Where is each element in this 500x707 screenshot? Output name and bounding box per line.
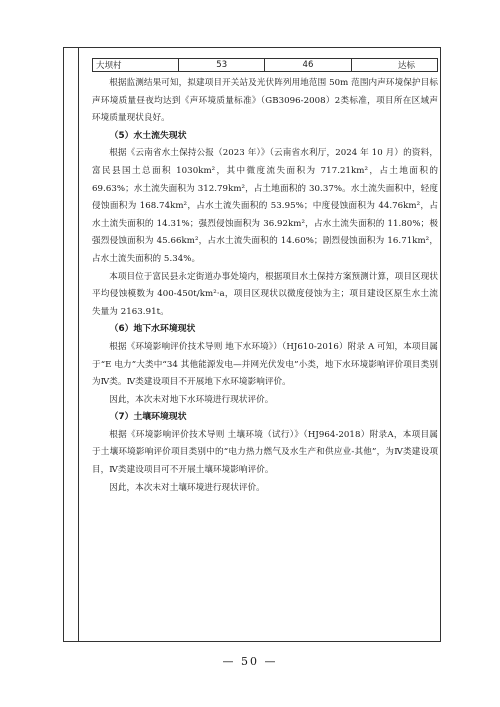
paragraph: 根据《云南省水土保持公报（2023 年）》（云南省水利厅，2024 年 10 月）的资料，富民县国土总面积 1030km²，其中微度流失面积为 717.21km²，占土地面积的 69.63%；水土流失面积为 312.79km²，占土地面积的 30.37%。水土流失面积中，轻度侵蚀面积为 168.74km²，占水土流失面积的 53.95%；中度侵蚀面积为 44.76km²，占水土流失面积的 14.31%；强烈侵蚀面积为 36.92km²，占水土流失面积的 11.80%；极强烈侵蚀面积为 45.66km²，占水土流失面积的 14.60%；剧烈侵蚀面积为 16.71km²，占水土流失面积的 5.34%。 <box>92 148 438 264</box>
paragraph: 根据《环境影响评价技术导则 土壤环境（试行）》（HJ964-2018）附录A，本项目属于土壤环境影响评价项目类别中的“电力热力燃气及水生产和供应业-其他”，为Ⅳ类建设项目，Ⅳ类建设项目可不开展土壤环境影响评价。 <box>92 429 438 476</box>
paragraph: 本项目位于富民县永定街道办事处境内，根据项目水土保持方案预测计算，项目区现状平均侵蚀模数为 400-450t/km²·a，项目区现状以微度侵蚀为主；项目建设区原生水土流失量为 2163.91t。 <box>92 271 438 317</box>
paragraph: 根据监测结果可知，拟建项目开关站及光伏阵列用地范围 50m 范围内声环境保护目标声环境质量昼夜均达到《声环境质量标准》（GB3096-2008）2类标准，项目所在区域声环境质量现状良好。 <box>92 78 438 124</box>
section-heading: （5）水土流失现状 <box>109 130 187 141</box>
page-number: — 50 — <box>222 655 278 668</box>
paragraph: 根据《环境影响评价技术导则 地下水环境》）（HJ610-2016）附录 A 可知，本项目属于“E 电力”大类中“34 其他能源发电—并网光伏发电”小类，地下水环境影响评价项目类别为Ⅳ类。Ⅳ类建设项目不开展地下水环境影响评价。 <box>92 341 438 388</box>
table-row <box>93 59 438 72</box>
monitoring-table <box>92 58 438 72</box>
table-cell: 大坝村 <box>93 59 179 72</box>
table-cell: 46 <box>265 59 351 72</box>
table-cell: 53 <box>179 59 265 72</box>
table-cell: 达标 <box>351 59 437 72</box>
frame-divider <box>78 48 79 641</box>
section-heading: （7）土壤环境现状 <box>109 412 187 423</box>
paragraph: 因此，本次未对土壤环境进行现状评价。 <box>109 482 265 493</box>
document-body <box>92 75 438 497</box>
paragraph: 因此，本次未对地下水环境进行现状评价。 <box>109 394 274 405</box>
section-heading: （6）地下水环境现状 <box>109 324 196 335</box>
